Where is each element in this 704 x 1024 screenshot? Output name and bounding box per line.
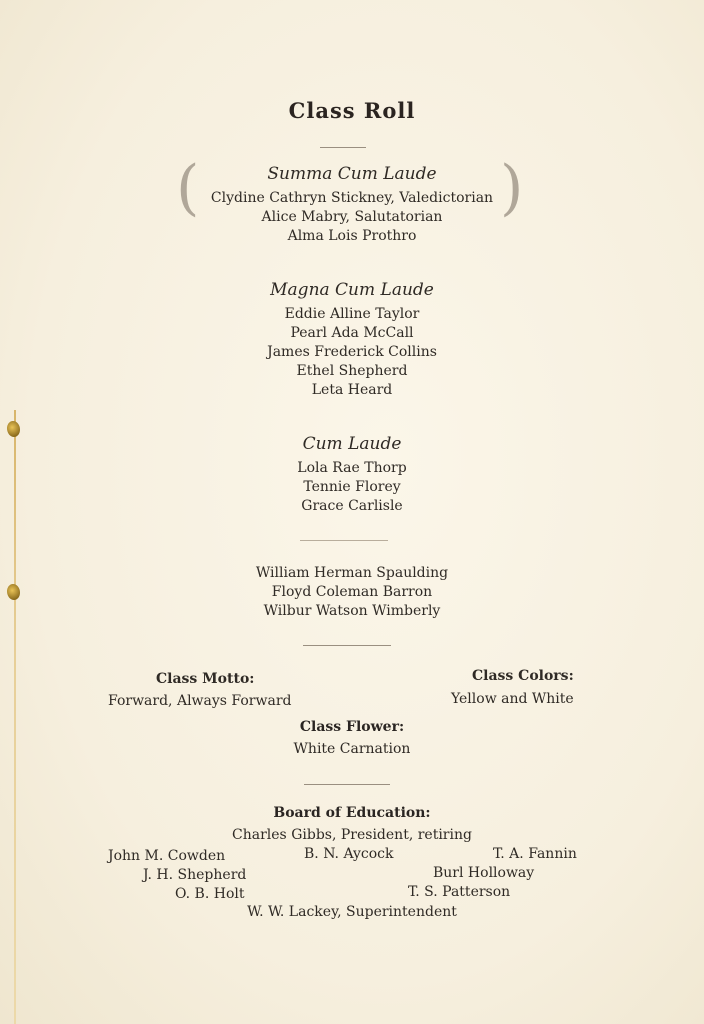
honor-name: Leta Heard (311, 382, 393, 398)
honor-name: Tennie Florey (303, 479, 401, 495)
honor-name: Alma Lois Prothro (287, 228, 417, 244)
board-member: O. B. Holt (175, 886, 245, 902)
honor-name: Eddie Alline Taylor (284, 306, 420, 322)
graduate-name: Wilbur Watson Wimberly (263, 603, 441, 619)
colors-value: Yellow and White (451, 691, 574, 707)
flower-value: White Carnation (293, 741, 411, 757)
page-title: Class Roll (288, 98, 416, 123)
honor-name: Lola Rae Thorp (297, 460, 407, 476)
divider-rule (303, 645, 391, 646)
board-heading: Board of Education: (273, 805, 431, 821)
divider-rule (320, 147, 366, 148)
graduate-name: William Herman Spaulding (255, 565, 449, 581)
magna-heading: Magna Cum Laude (270, 280, 434, 300)
honor-name: Grace Carlisle (301, 498, 403, 514)
honor-name: Alice Mabry, Salutatorian (261, 209, 443, 225)
divider-rule (300, 540, 388, 541)
summa-heading: Summa Cum Laude (267, 164, 437, 184)
board-member: B. N. Aycock (304, 846, 394, 862)
honor-name: Pearl Ada McCall (290, 325, 414, 341)
flower-label: Class Flower: (299, 719, 405, 735)
honor-name: Clydine Cathryn Stickney, Valedictorian (210, 190, 494, 206)
honor-name: Ethel Shepherd (296, 363, 408, 379)
board-superintendent: W. W. Lackey, Superintendent (247, 904, 457, 920)
graduate-name: Floyd Coleman Barron (271, 584, 433, 600)
honor-name: James Frederick Collins (267, 344, 437, 360)
board-member: John M. Cowden (108, 848, 226, 864)
cum-heading: Cum Laude (302, 434, 402, 454)
board-member: T. A. Fannin (493, 846, 577, 862)
divider-rule (304, 784, 390, 785)
right-bracket-mark: ) (500, 153, 524, 223)
board-member: J. H. Shepherd (143, 867, 247, 883)
board-member: T. S. Patterson (408, 884, 511, 900)
board-member: Burl Holloway (433, 865, 535, 881)
motto-label: Class Motto: (156, 671, 255, 687)
left-bracket-mark: ( (176, 153, 200, 223)
board-president: Charles Gibbs, President, retiring (232, 827, 472, 843)
colors-label: Class Colors: (472, 668, 574, 684)
motto-value: Forward, Always Forward (108, 693, 292, 709)
